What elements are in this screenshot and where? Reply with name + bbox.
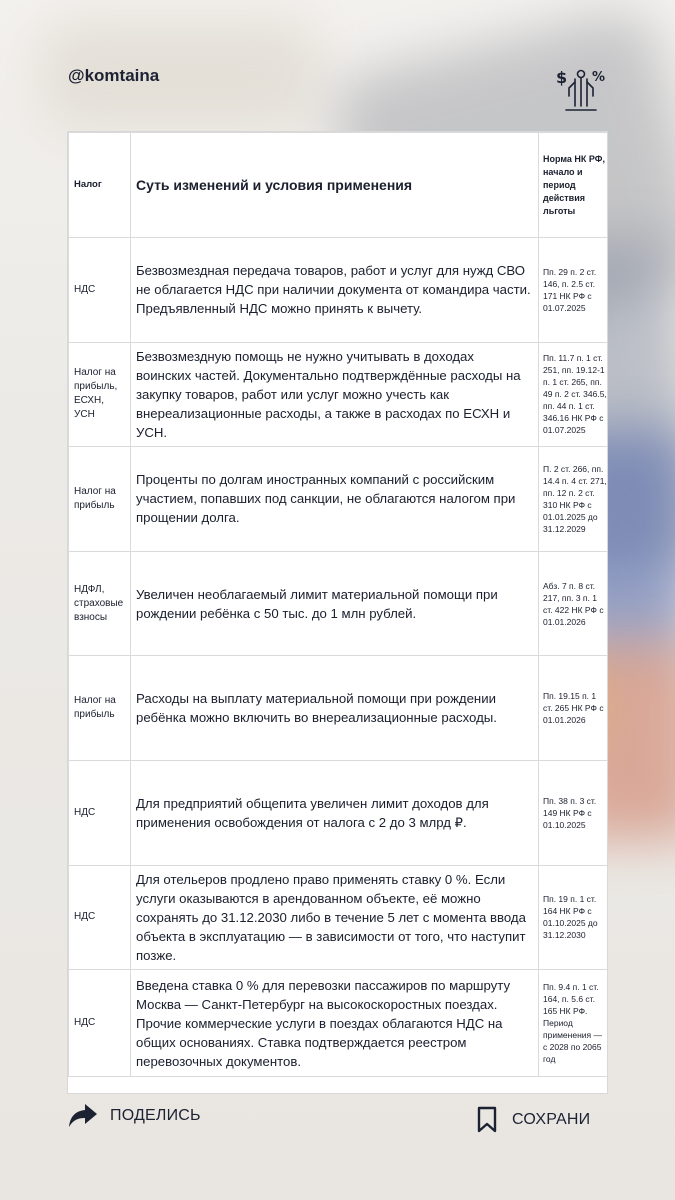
tax-changes-card <box>67 131 608 1094</box>
cell-essence: Увеличен необлагаемый лимит материальной помощи при рождении ребёнка с 50 тыс. до 1 млн рублей. <box>131 551 539 656</box>
table-header-row <box>69 133 609 238</box>
save-label: СОХРАНИ <box>512 1111 591 1128</box>
header-tax: Налог <box>69 133 131 238</box>
cell-essence: Безвозмездную помощь не нужно учитывать в доходах воинских частей. Документально подтверждённые расходы на закупку товаров, работ или услуг можно учесть как внереализационные расходы, а также в расходах по ЕСХН и УСН. <box>131 342 539 447</box>
svg-text:$: $ <box>556 68 568 87</box>
table-row <box>69 342 609 447</box>
bookmark-icon <box>476 1106 498 1134</box>
cell-tax: Налог на прибыль, ЕСХН, УСН <box>69 342 131 447</box>
share-arrow-icon <box>68 1102 98 1130</box>
table-row <box>69 447 609 552</box>
share-label: ПОДЕЛИСЬ <box>110 1107 201 1124</box>
cell-tax: НДС <box>69 970 131 1077</box>
table-row <box>69 238 609 343</box>
table-row <box>69 970 609 1077</box>
header-essence: Суть изменений и условия применения <box>131 133 539 238</box>
cell-norm: Пп. 29 п. 2 ст. 146, п. 2.5 ст. 171 НК РФ с 01.07.2025 <box>539 238 609 343</box>
cell-essence: Расходы на выплату материальной помощи при рождении ребёнка можно включить во внереализационные расходы. <box>131 656 539 761</box>
save-button[interactable] <box>476 1104 590 1136</box>
header-norm: Норма НК РФ, начало и период действия льготы <box>539 133 609 238</box>
share-button[interactable] <box>68 1100 201 1132</box>
svg-text:%: % <box>592 70 606 85</box>
tax-changes-table <box>68 132 608 1077</box>
cell-norm: Пп. 38 п. 3 ст. 149 НК РФ с 01.10.2025 <box>539 760 609 865</box>
cell-essence: Введена ставка 0 % для перевозки пассажиров по маршруту Москва — Санкт-Петербург на высокоскоростных поездах. Прочие коммерческие услуги в поездах облагаются НДС на общих основаниях. Ставка подтверждается реестром перевозочных документов. <box>131 970 539 1077</box>
cell-tax: Налог на прибыль <box>69 447 131 552</box>
cell-essence: Для предприятий общепита увеличен лимит доходов для применения освобождения от налога с 2 до 3 млрд ₽. <box>131 760 539 865</box>
cell-essence: Для отельеров продлено право применять ставку 0 %. Если услуги оказываются в арендованном объекте, её можно сохранять до 31.12.2030 либо в течение 5 лет с момента ввода объекта в эксплуатацию — в зависимости от того, что наступит позже. <box>131 865 539 970</box>
cell-norm: П. 2 ст. 266, пп. 14.4 п. 4 ст. 271, пп. 12 п. 2 ст. 310 НК РФ с 01.01.2025 до 31.12.2029 <box>539 447 609 552</box>
author-handle: @komtaina <box>68 66 160 85</box>
cell-essence: Проценты по долгам иностранных компаний с российским участием, попавших под санкции, не облагаются налогом при прощении долга. <box>131 447 539 552</box>
cell-essence: Безвозмездная передача товаров, работ и услуг для нужд СВО не облагается НДС при наличии документа от командира части. Предъявленный НДС можно принять к вычету. <box>131 238 539 343</box>
cell-tax: НДФЛ, страховые взносы <box>69 551 131 656</box>
cell-norm: Пп. 9.4 п. 1 ст. 164, п. 5.6 ст. 165 НК РФ. Период применения — с 2028 по 2065 год <box>539 970 609 1077</box>
cell-norm: Абз. 7 п. 8 ст. 217, пп. 3 п. 1 ст. 422 НК РФ с 01.01.2026 <box>539 551 609 656</box>
cell-tax: Налог на прибыль <box>69 656 131 761</box>
cell-norm: Пп. 19.15 п. 1 ст. 265 НК РФ с 01.01.2026 <box>539 656 609 761</box>
table-row <box>69 760 609 865</box>
table-row <box>69 865 609 970</box>
table-row <box>69 656 609 761</box>
cell-norm: Пп. 19 п. 1 ст. 164 НК РФ с 01.10.2025 до 31.12.2030 <box>539 865 609 970</box>
finance-logo-icon <box>556 66 606 114</box>
cell-tax: НДС <box>69 865 131 970</box>
cell-tax: НДС <box>69 238 131 343</box>
cell-norm: Пп. 11.7 п. 1 ст. 251, пп. 19.12-1 п. 1 ст. 265, пп. 49 п. 2 ст. 346.5, пп. 44 п. 1 ст. 346.16 НК РФ с 01.07.2025 <box>539 342 609 447</box>
table-row <box>69 551 609 656</box>
cell-tax: НДС <box>69 760 131 865</box>
